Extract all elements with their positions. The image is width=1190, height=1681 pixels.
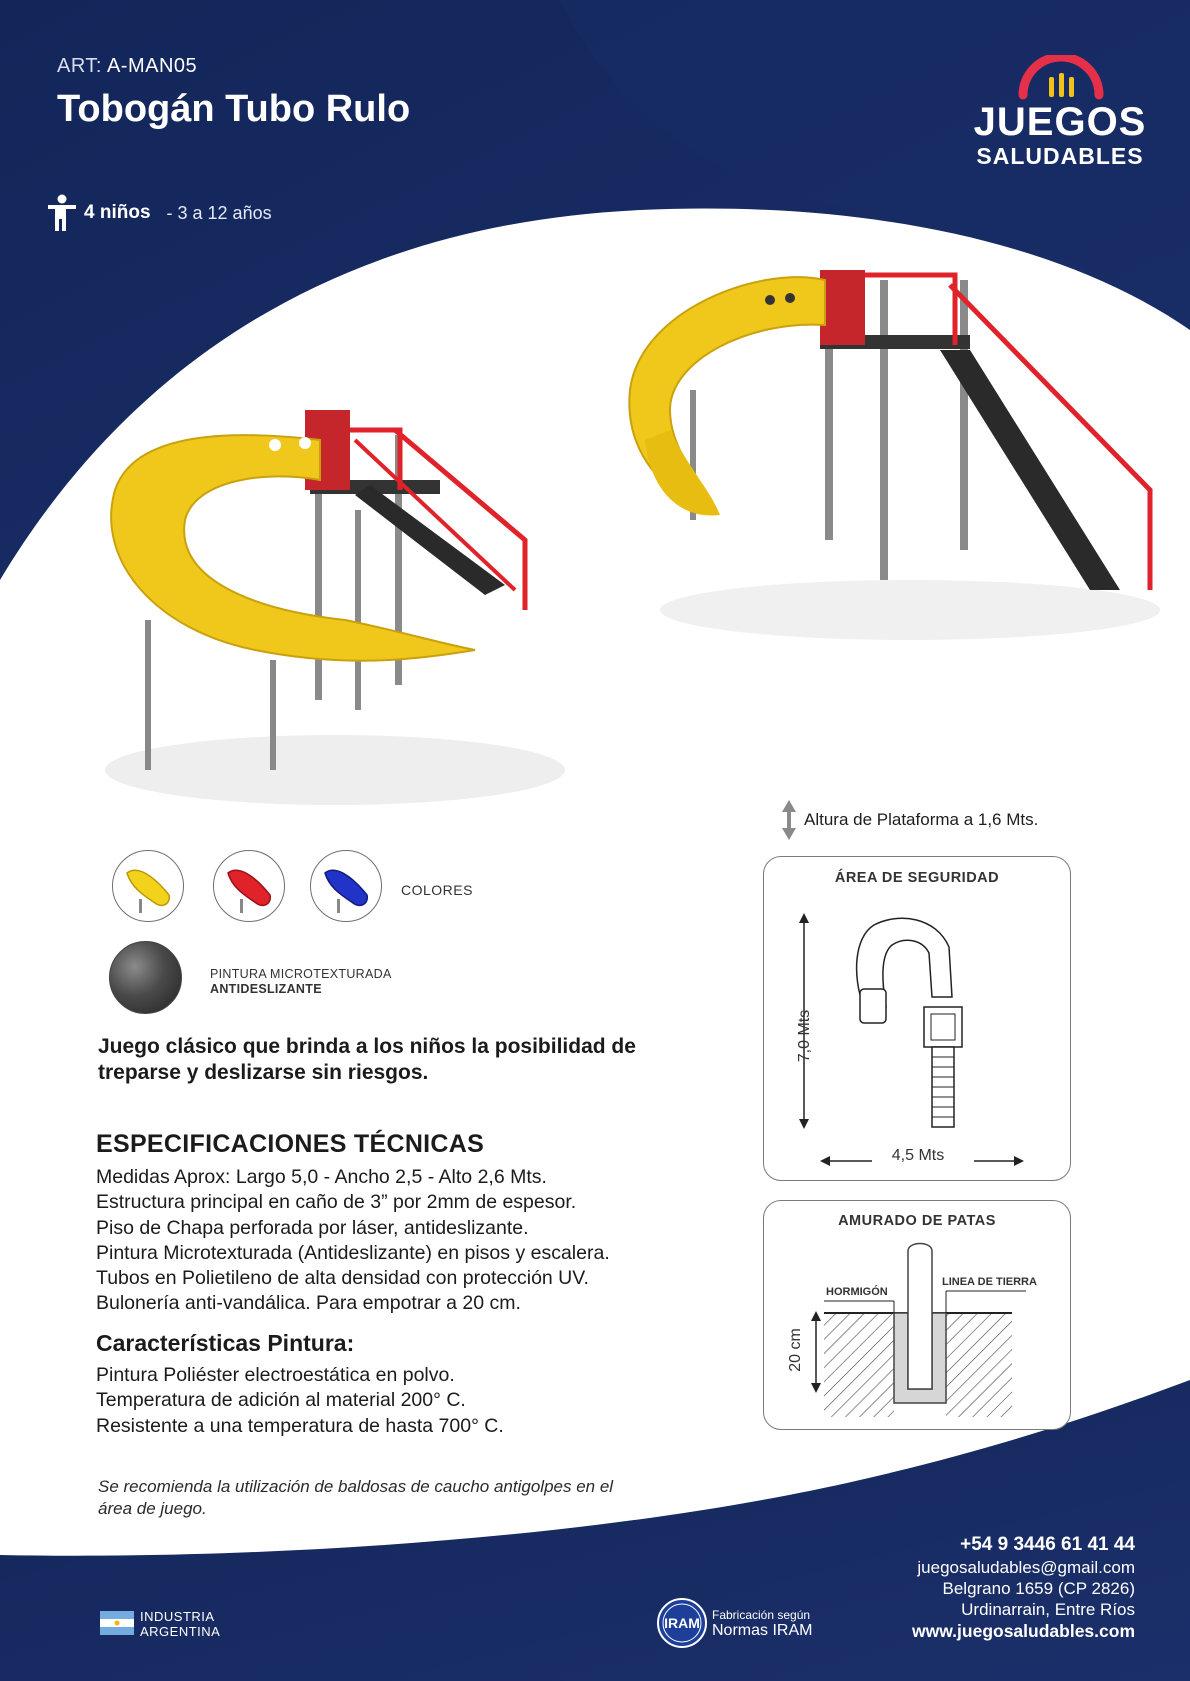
- industry-line1: INDUSTRIA: [140, 1609, 215, 1624]
- contact-address-line1: Belgrano 1659 (CP 2826): [942, 1579, 1135, 1598]
- child-icon: [46, 194, 78, 232]
- platform-height-text: Altura de Plataforma a 1,6 Mts.: [804, 810, 1039, 829]
- safety-area-title: ÁREA DE SEGURIDAD: [834, 870, 1000, 886]
- spec-item: Pintura Microtexturada (Antideslizante) en pisos y escalera.: [96, 1241, 610, 1264]
- slide-render-left: [95, 410, 585, 810]
- iram-seal-text: IRAM: [664, 1615, 700, 1631]
- spec-item: Piso de Chapa perforada por láser, antideslizante.: [96, 1216, 529, 1239]
- logo-text-juegos: JUEGOS: [973, 100, 1147, 144]
- specs-heading: ESPECIFICACIONES TÉCNICAS: [96, 1130, 485, 1158]
- spec-item: Tubos en Polietileno de alta densidad con protección UV.: [96, 1267, 589, 1290]
- slide-render-right: [610, 270, 1170, 660]
- anchoring-diagram: [764, 1201, 1072, 1431]
- safety-width-label: 4,5 Mts: [891, 1147, 945, 1164]
- safety-height-label-wrap: [785, 999, 825, 1079]
- article-prefix: ART:: [57, 55, 102, 77]
- depth-label-wrap: [764, 1328, 828, 1372]
- age-range: - 3 a 12 años: [166, 202, 272, 223]
- paint-finish-line2: ANTIDESLIZANTE: [210, 982, 322, 996]
- product-description: Juego clásico que brinda a los niños la posibilidad de treparse y deslizarse sin riesgos.: [98, 1035, 636, 1084]
- color-swatch-red: [213, 850, 285, 922]
- concrete-label: HORMIGÓN: [826, 1286, 888, 1298]
- slide-yellow-icon: [113, 851, 184, 922]
- contact-email[interactable]: juegosaludables@gmail.com: [917, 1558, 1135, 1577]
- color-swatch-yellow: [112, 850, 184, 922]
- color-swatch-blue: [310, 850, 382, 922]
- article-code: [57, 55, 197, 78]
- product-title: Tobogán Tubo Rulo: [57, 88, 411, 130]
- texture-sample: [109, 941, 182, 1014]
- paint-spec-item: Resistente a una temperatura de hasta 700° C.: [96, 1414, 504, 1437]
- depth-label: 20 cm: [787, 1328, 804, 1372]
- iram-line1: Fabricación según: [712, 1608, 811, 1622]
- paint-spec-item: Temperatura de adición al material 200° C.: [96, 1389, 466, 1412]
- height-arrow-icon: [782, 800, 796, 840]
- safety-area-box: [763, 856, 1071, 1181]
- paint-spec-item: Pintura Poliéster electroestática en polvo.: [96, 1364, 455, 1386]
- industry-label: [140, 1609, 220, 1639]
- contact-address-line2: Urdinarrain, Entre Ríos: [961, 1600, 1135, 1619]
- kids-count: 4 niños: [84, 202, 151, 223]
- spec-item: Estructura principal en caño de 3” por 2mm de espesor.: [96, 1191, 577, 1214]
- anchoring-title: AMURADO DE PATAS: [838, 1213, 996, 1229]
- iram-seal-icon: [656, 1597, 708, 1649]
- colors-label: COLORES: [401, 882, 473, 898]
- platform-height-note: [782, 800, 1038, 840]
- safety-height-label: 7,0 Mts: [796, 1009, 813, 1063]
- paint-specs-heading: Características Pintura:: [96, 1330, 355, 1356]
- capacity-info: [46, 194, 272, 232]
- slide-blue-icon: [311, 851, 382, 922]
- contact-website-link[interactable]: www.juegosaludables.com: [911, 1621, 1135, 1641]
- industry-line2: ARGENTINA: [140, 1624, 221, 1639]
- spec-item: Medidas Aprox: Largo 5,0 - Ancho 2,5 - Alto 2,6 Mts.: [96, 1166, 547, 1188]
- contact-block: [820, 1533, 1135, 1642]
- anchoring-box: [763, 1200, 1071, 1430]
- recommendation-note: Se recomienda la utilización de baldosas de caucho antigolpes en el área de juego.: [98, 1477, 614, 1518]
- iram-line2: Normas IRAM: [712, 1622, 813, 1639]
- article-number: A-MAN05: [106, 55, 198, 77]
- paint-specs-list: [96, 1363, 716, 1439]
- paint-finish-line1: PINTURA MICROTEXTURADA: [210, 967, 392, 981]
- logo-text-saludables: SALUDABLES: [976, 143, 1144, 169]
- contact-phone[interactable]: +54 9 3446 61 41 44: [960, 1534, 1135, 1555]
- argentina-flag-icon: [100, 1611, 134, 1635]
- specs-list: [96, 1165, 716, 1317]
- ground-line-label: LINEA DE TIERRA: [942, 1276, 1037, 1288]
- slide-red-icon: [214, 851, 285, 922]
- spec-item: Bulonería anti-vandálica. Para empotrar a 20 cm.: [96, 1292, 521, 1315]
